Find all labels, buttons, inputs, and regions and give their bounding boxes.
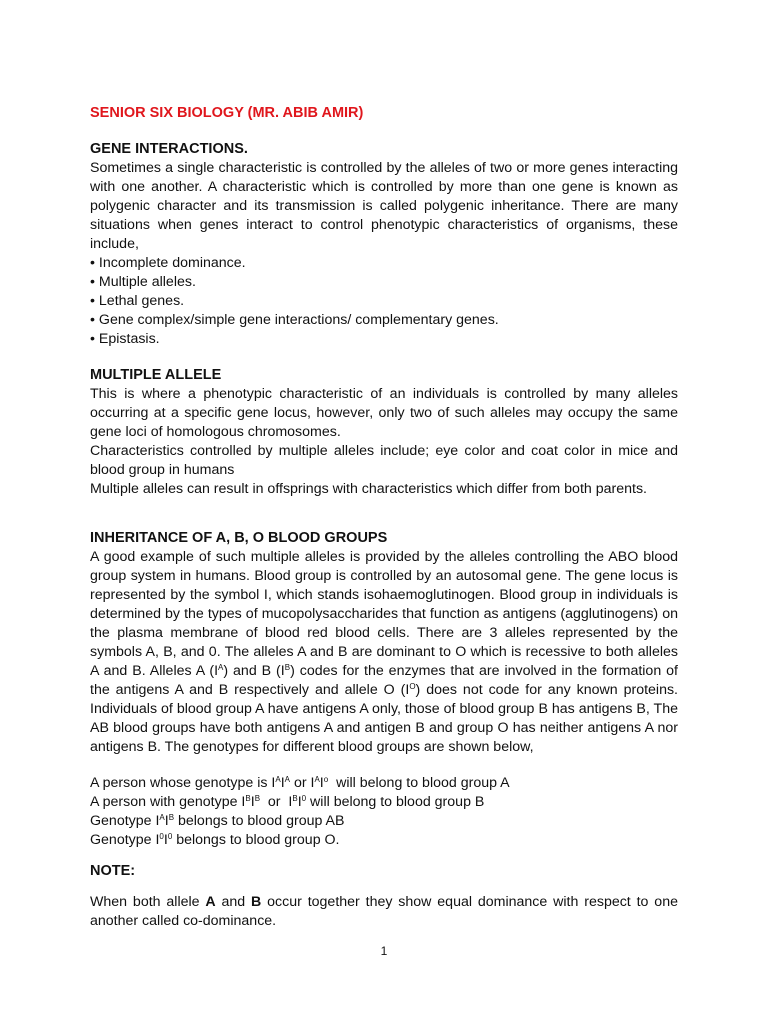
multiple-allele-heading: MULTIPLE ALLELE <box>90 367 222 383</box>
genotype-line-ab: Genotype $I^AI^B$ belongs to blood group AB <box>90 813 345 829</box>
multiple-allele-paragraph-1: This is where a phenotypic characteristic of an individuals is controlled by many alleles occurring at a specific gene locus, however, only two of such alleles may occupy the same gene loci of homologous chromosomes. <box>90 386 678 440</box>
note-heading: NOTE: <box>90 863 136 879</box>
document-page <box>90 104 678 931</box>
list-item: • Lethal genes. <box>90 293 185 309</box>
gene-interactions-intro: Sometimes a single characteristic is controlled by the alleles of two or more genes interacting with one another. A characteristic which is controlled by more than one gene is known as polygenic character and its transmission is called polygenic inheritance. There are many situations when genes interact to control phenotypic characteristics of organisms, these include, <box>90 160 678 252</box>
note-section <box>90 862 678 931</box>
list-item: • Incomplete dominance. <box>90 255 246 271</box>
gene-interactions-list <box>90 254 678 349</box>
abo-blood-groups-section <box>90 529 678 757</box>
document-title: SENIOR SIX BIOLOGY (MR. ABIB AMIR) <box>90 105 364 121</box>
genotype-list <box>90 774 678 850</box>
multiple-allele-paragraph-3: Multiple alleles can result in offsprings with characteristics which differ from both parents. <box>90 481 647 497</box>
abo-paragraph: A good example of such multiple alleles is provided by the alleles controlling the ABO blood group system in humans. Blood group is controlled by an autosomal gene. The gene locus is represented by the symbol I, which stands isohaemoglutinogen. Blood group in individuals is determined by the types of mucopolysaccharides that function as antigens (agglutinogens) on the plasma membrane of blood red blood cells. There are 3 alleles represented by the symbols A, B, and 0. The alleles A and B are dominant to O which is recessive to both alleles A and B. Alleles A $(I^A)$ and B $(I^B)$ codes for the enzymes that are involved in the formation of the antigens A and B respectively and allele O $(I^O)$ does not code for any known proteins. Individuals of blood group A have antigens A only, those of blood group B has antigens B, The AB blood groups have both antigens A and antigen B and group O has neither antigens A nor antigens B. The genotypes for different blood groups are shown below, <box>90 549 678 755</box>
note-paragraph: When both allele A and B occur together they show equal dominance with respect to one another called co-dominance. <box>90 894 678 929</box>
genotype-line-a: A person whose genotype is $I^AI^A$ or $I^AI^o$ will belong to blood group A <box>90 775 510 791</box>
gene-interactions-heading: GENE INTERACTIONS. <box>90 141 248 157</box>
list-item: • Epistasis. <box>90 331 160 347</box>
list-item: • Gene complex/simple gene interactions/ complementary genes. <box>90 312 499 328</box>
multiple-allele-paragraph-2: Characteristics controlled by multiple alleles include; eye color and coat color in mice and blood group in humans <box>90 443 678 478</box>
genotype-line-o: Genotype $I^0I^0$ belongs to blood group O. <box>90 832 340 848</box>
multiple-allele-section <box>90 366 678 499</box>
abo-heading: INHERITANCE OF A, B, O BLOOD GROUPS <box>90 530 388 546</box>
genotype-line-b: A person with genotype $I^BI^B$ or $I^BI^0$ will belong to blood group B <box>90 794 485 810</box>
list-item: • Multiple alleles. <box>90 274 196 290</box>
page-number: 1 <box>380 944 388 958</box>
gene-interactions-section <box>90 140 678 349</box>
